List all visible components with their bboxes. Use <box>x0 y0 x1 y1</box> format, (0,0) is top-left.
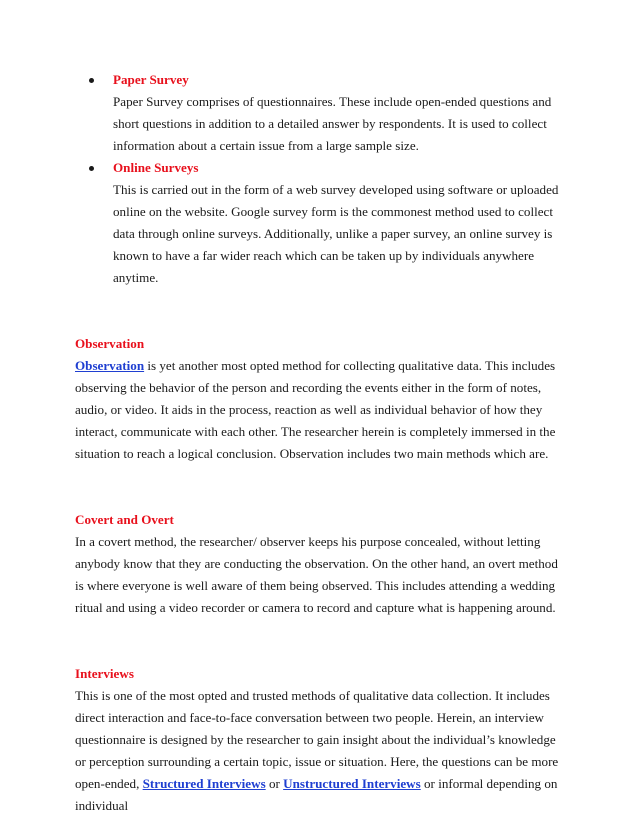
unstructured-interviews-link[interactable]: Unstructured Interviews <box>283 776 421 791</box>
interviews-tail-text: or informal depending on individual <box>75 776 558 813</box>
online-surveys-heading: Online Surveys <box>113 160 199 175</box>
covert-overt-text: In a covert method, the researcher/ observer keeps his purpose concealed, without letting anybody know that they are conducting the observation. On the other hand, an overt method is where everyone is well aware of them being observed. This includes attending a wedding ritual and using a video recorder or camera to record and capture what is happening around. <box>75 534 558 615</box>
bullet-icon <box>89 166 94 171</box>
structured-interviews-link[interactable]: Structured Interviews <box>142 776 266 791</box>
survey-types-list <box>75 69 568 289</box>
interviews-text: This is one of the most opted and trusted methods of qualitative data collection. It includes direct interaction and face-to-face conversation between two people. Herein, an interview questionnaire is designed by the researcher to gain insight about the individual’s knowledge or perception surrounding a certain topic, issue or situation. Here, the questions can be more open-ended, <box>75 688 559 791</box>
observation-heading: Observation <box>75 336 145 351</box>
bullet-icon <box>89 78 94 83</box>
observation-link[interactable]: Observation <box>75 358 145 373</box>
observation-paragraph <box>75 355 568 465</box>
covert-overt-heading: Covert and Overt <box>75 512 174 527</box>
list-item <box>75 69 568 157</box>
observation-text: is yet another most opted method for collecting qualitative data. This includes observing the behavior of the person and recording the events either in the form of notes, audio, or video. It aids in the process, reaction as well as individual behavior of how they interact, communicate with each other. The researcher herein is completely immersed in the situation to reach a logical conclusion. Observation includes two main methods which are. <box>75 358 556 461</box>
paper-survey-text: Paper Survey comprises of questionnaires. These include open-ended questions and short questions in addition to a detailed answer by respondents. It is used to collect information about a certain issue from a large sample size. <box>113 94 552 153</box>
list-item <box>75 157 568 289</box>
online-surveys-text: This is carried out in the form of a web survey developed using software or uploaded online on the website. Google survey form is the commonest method used to collect data through online surveys. Additionally, unlike a paper survey, an online survey is known to have a far wider reach which can be taken up by individuals anywhere anytime. <box>113 182 559 285</box>
interviews-paragraph <box>75 685 568 817</box>
interviews-heading: Interviews <box>75 666 134 681</box>
paper-survey-heading: Paper Survey <box>113 72 189 87</box>
interviews-mid-text: or <box>265 776 284 791</box>
